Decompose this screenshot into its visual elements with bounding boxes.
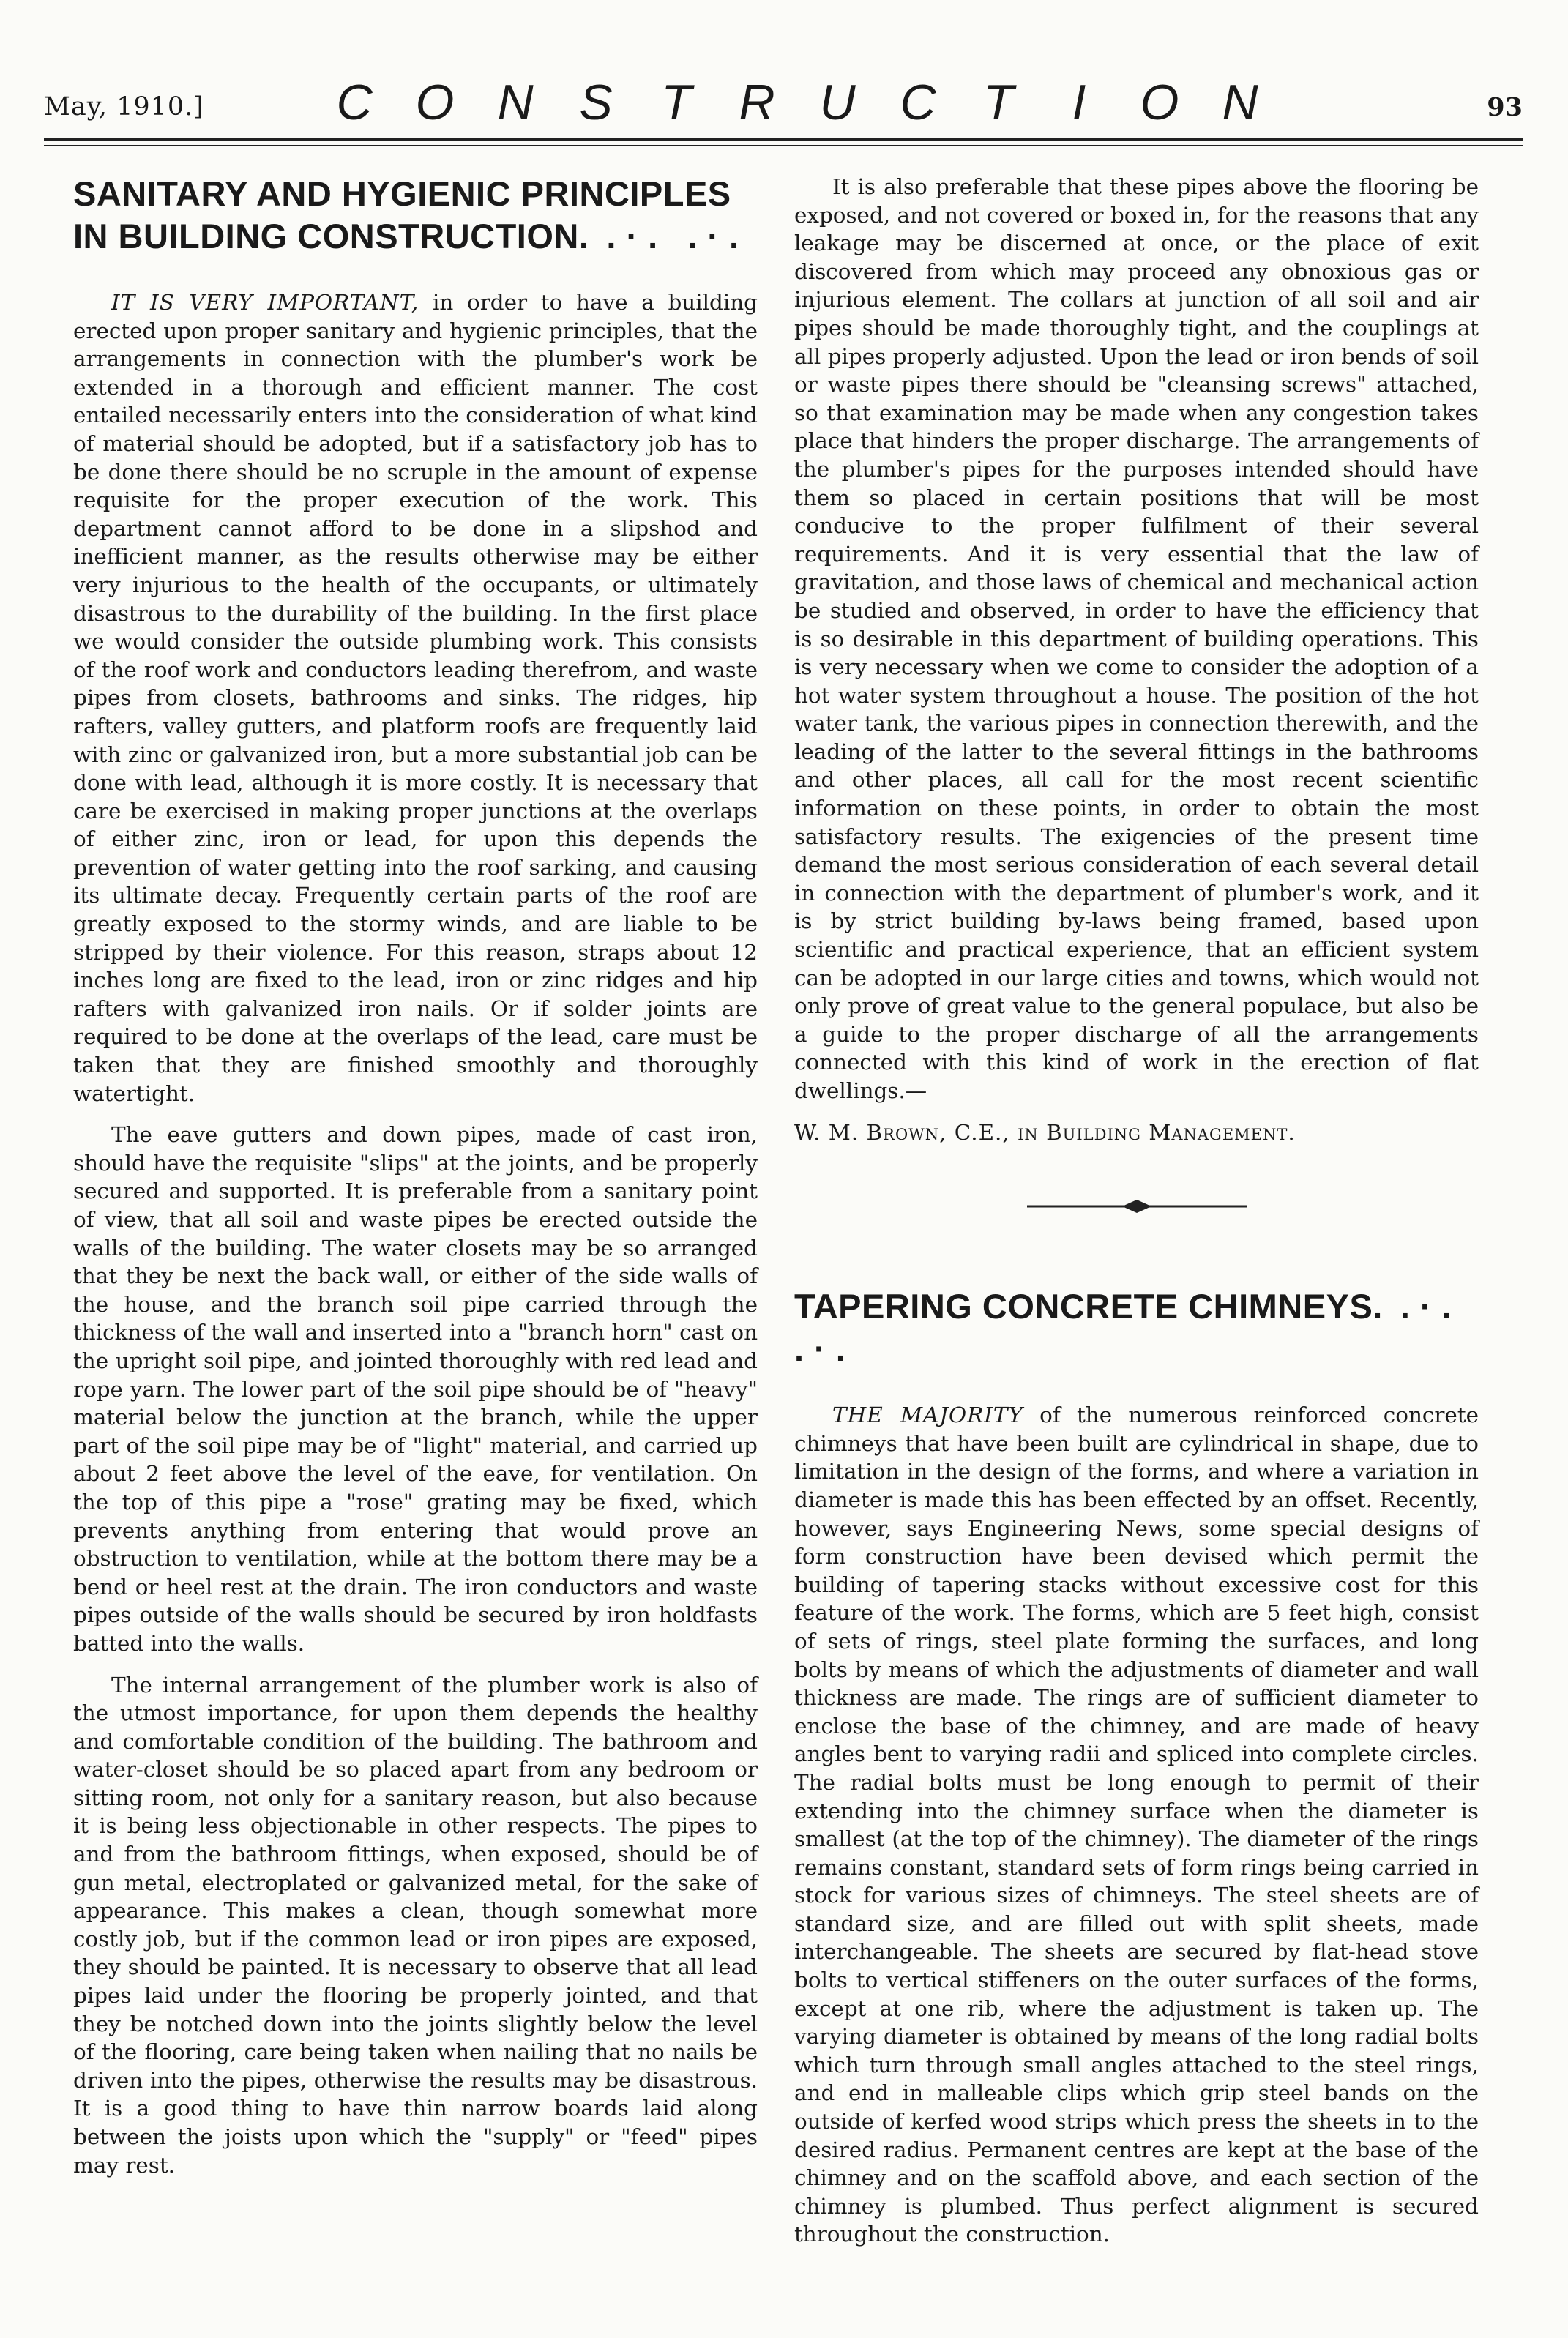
article-headline xyxy=(73,173,758,258)
section-divider xyxy=(1027,1198,1247,1215)
title-letter: O xyxy=(1140,75,1181,130)
article-headline xyxy=(794,1285,1479,1370)
title-letter: C xyxy=(900,75,938,130)
left-column xyxy=(73,173,758,2192)
paragraph-text: of the numerous reinforced concrete chimneys that have been built are cylindrical in shape, due to limitation in the design of the forms, and where a variation in diameter is made this has been effected by an offset. Recently, however, says Engineering News, some special designs of form construction have been devised which permit the building of tapering stacks without excessive cost for this feature of the work. The forms, which are 5 feet high, consist of sets of rings, steel plate forming the surfaces, and long bolts by means of which the adjustments of diameter and wall thickness are made. The rings are of sufficient diameter to enclose the base of the chimney, and are made of heavy angles bent to varying radii and spliced into complete circles. The radial bolts must be long enough to permit of their extending into the chimney surface when the diameter is smallest (at the top of the chimney). The diameter of the rings remains constant, standard sets of form rings being carried in stock for various sizes of chimneys. The steel sheets are of standard size, and are filled out with split sheets, made interchangeable. The sheets are secured by flat-head stove bolts to vertical stiffeners on the outer surfaces of the forms, except at one rib, where the adjustment is taken up. The varying diameter is obtained by means of the long radial bolts which turn through small angles attached to the steel rings, and end in malleable clips which grip steel bands on the outside of kerfed wood strips which press the sheets in to the desired radius. Permanent centres are kept at the base of the chimney and on the scaffold above, and each section of the chimney is plumbed. Thus perfect alignment is secured throughout the construction. xyxy=(794,1403,1479,2247)
article-paragraph: The eave gutters and down pipes, made of cast iron, should have the requisite "slips" at the joints, and be properly secured and supported. It is preferable from a sanitary point of view, that all soil and waste pipes be erected outside the walls of the building. The water closets may be so arranged that they be next the back wall, or either of the side walls of the house, and the branch soil pipe carried through the thickness of the wall and inserted into a "branch horn" cast on the upright soil pipe, and jointed thoroughly with red lead and rope yarn. The lower part of the soil pipe should be of "heavy" material below the junction at the branch, while the upper part of the soil pipe may be of "light" material, and carried up about 2 feet above the level of the eave, for ventilation. On the top of this pipe a "rose" grating may be fixed, which prevents anything from entering that would prove an obstruction to ventilation, while at the bottom there may be a bend or heel rest at the drain. The iron conductors and waste pipes outside of the walls should be secured by iron holdfasts batted into the walls. xyxy=(73,1122,758,1656)
right-column xyxy=(794,173,1479,2262)
header-rule xyxy=(44,138,1523,141)
headline-ornament: .·. .·. xyxy=(606,217,750,255)
title-letter: T xyxy=(661,75,693,130)
title-letter: I xyxy=(1072,75,1088,130)
title-letter: N xyxy=(1222,75,1260,130)
page-number: 93 xyxy=(1487,92,1523,122)
title-letter: C xyxy=(336,75,374,130)
lead-in: IT IS VERY IMPORTANT, xyxy=(111,290,419,315)
headline-text: TAPERING CONCRETE CHIMNEYS. xyxy=(794,1287,1383,1326)
headline-ornament: .·. .·. xyxy=(794,1287,1462,1369)
title-letter: N xyxy=(497,75,535,130)
headline-text: SANITARY AND HYGIENIC PRINCIPLES IN BUILDING CONSTRUCTION. xyxy=(73,174,731,255)
article-paragraph xyxy=(73,288,758,1108)
article-paragraph xyxy=(794,1401,1479,2249)
header-rule-thin xyxy=(44,145,1523,146)
article-paragraph: The internal arrangement of the plumber work is also of the utmost importance, for upon them depends the healthy and comfortable condition of the building. The bathroom and water-closet should be so placed apart from any bedroom or sitting room, not only for a sanitary reason, but also because it is being less objectionable in other respects. The pipes to and from the bathroom fittings, when exposed, should be of gun metal, electroplated or galvanized metal, for the sake of appearance. This makes a clean, though somewhat more costly job, but if the common lead or iron pipes are exposed, they should be painted. It is necessary to observe that all lead pipes laid under the flooring be properly jointed, and that they be notched down into the joints slightly below the level of the flooring, care being taken when nailing that no nails be driven into the pipes, otherwise the results may be disastrous. It is a good thing to have thin narrow boards laid along between the joists upon which the "supply" or "feed" pipes may rest. xyxy=(73,1672,758,2178)
lead-in: THE MAJORITY xyxy=(832,1403,1023,1428)
journal-title xyxy=(315,73,1281,132)
paragraph-text: in order to have a building erected upon proper sanitary and hygienic principles, that the arrangements in connection with the plumber's work be extended in a thorough and efficient manner. The cost entailed necessarily enters into the consideration of what kind of material should be adopted, but if a satisfactory job has to be done there should be no scruple in the amount of expense requisite for the proper execution of the work. This department cannot afford to be done in a slipshod and inefficient manner, as the results otherwise may be either very injurious to the health of the occupants, or ultimately disastrous to the durability of the building. In the first place we would consider the outside plumbing work. This consists of the roof work and conductors leading therefrom, and waste pipes from closets, bathrooms and sinks. The ridges, hip rafters, valley gutters, and platform roofs are frequently laid with zinc or galvanized iron, but a more substantial job can be done with lead, although it is more costly. It is necessary that care be exercised in making proper junctions at the overlaps of either zinc, iron or lead, for upon this depends the prevention of water getting into the roof sarking, and causing its ultimate decay. Frequently certain parts of the roof are greatly exposed to the stormy winds, and are liable to be stripped by their violence. For this reason, straps about 12 inches long are fixed to the lead, iron or zinc ridges and hip rafters with galvanized iron nails. Or if solder joints are required to be done at the overlaps of the lead, care must be taken that they are finished smoothly and thoroughly watertight. xyxy=(73,290,758,1106)
title-letter: U xyxy=(819,75,857,130)
title-letter: T xyxy=(983,75,1015,130)
title-letter: S xyxy=(579,75,614,130)
issue-date: May, 1910.] xyxy=(44,92,204,122)
running-head xyxy=(44,73,1523,132)
title-letter: R xyxy=(739,75,777,130)
article-paragraph: It is also preferable that these pipes above the flooring be exposed, and not covered or boxed in, for the reasons that any leakage may be discerned at once, or the place of exit discovered from which may proceed any obnoxious gas or injurious element. The collars at junction of all soil and air pipes should be made thoroughly tight, and the couplings at all pipes properly adjusted. Upon the lead or iron bends of soil or waste pipes there should be "cleansing screws" attached, so that examination may be made when any congestion takes place that hinders the proper discharge. The arrangements of the plumber's pipes for the purposes intended should have them so placed in certain positions that will be most conducive to the proper fulfilment of their several requirements. And it is very essential that the law of gravitation, and those laws of chemical and mechanical action be studied and observed, in order to have the efficiency that is so desirable in this department of building operations. This is very necessary when we come to consider the adoption of a hot water system throughout a house. The position of the hot water tank, the various pipes in connection therewith, and the leading of the latter to the several fittings in the bathrooms and other places, all call for the most recent scientific information on these points, in order to obtain the most satisfactory results. The exigencies of the present time demand the most serious consideration of each several detail in connection with the department of plumber's work, and it is by strict building by-laws being framed, based upon scientific and practical experience, that an efficient system can be adopted in our large cities and towns, which would not only prove of great value to the general populace, but also be a guide to the proper discharge of all the arrangements connected with this kind of work in the erection of flat dwellings.— xyxy=(794,174,1479,1103)
title-letter: O xyxy=(415,75,456,130)
byline: W. M. Brown, C.E., in Building Management. xyxy=(794,1119,1296,1145)
